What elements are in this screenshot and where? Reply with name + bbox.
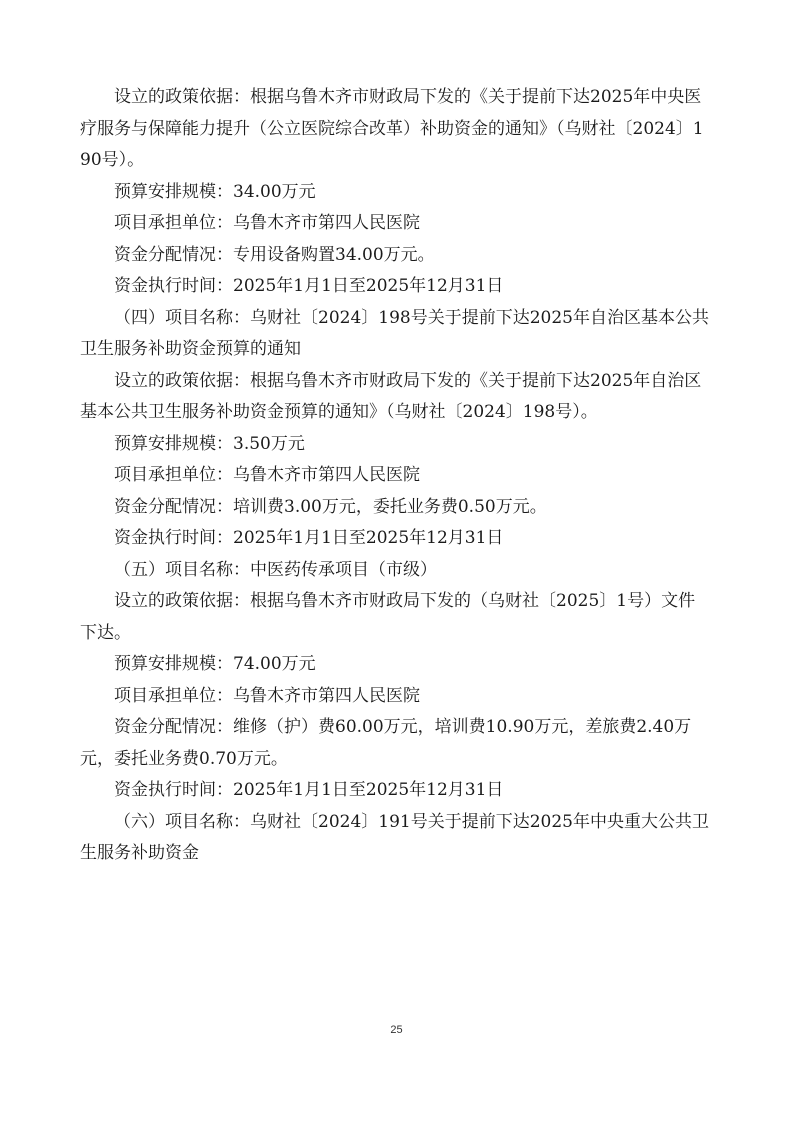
policy-basis-paragraph: 设立的政策依据：根据乌鲁木齐市财政局下发的《关于提前下达2025年自治区基本公共卫生服务补助资金预算的通知》（乌财社〔2024〕198号）。 xyxy=(80,370,702,422)
responsible-unit-line: 项目承担单位：乌鲁木齐市第四人民医院 xyxy=(114,685,420,706)
budget-scale-line: 预算安排规模：3.50万元 xyxy=(114,433,305,454)
budget-scale-line: 预算安排规模：74.00万元 xyxy=(114,654,316,674)
fund-allocation-line: 资金分配情况：培训费3.00万元，委托业务费0.50万元。 xyxy=(114,496,547,517)
responsible-unit-line: 项目承担单位：乌鲁木齐市第四人民医院 xyxy=(114,465,420,485)
execution-period-line: 资金执行时间：2025年1月1日至2025年12月31日 xyxy=(114,276,504,296)
responsible-unit-line: 项目承担单位：乌鲁木齐市第四人民医院 xyxy=(114,213,420,233)
project-heading-5: （五）项目名称：中医药传承项目（市级） xyxy=(114,559,437,580)
project-heading-6: （六）项目名称：乌财社〔2024〕191号关于提前下达2025年中央重大公共卫生服务补助资金 xyxy=(80,811,709,863)
project-heading-4: （四）项目名称：乌财社〔2024〕198号关于提前下达2025年自治区基本公共卫生服务补助资金预算的通知 xyxy=(80,307,709,359)
execution-period-line: 资金执行时间：2025年1月1日至2025年12月31日 xyxy=(114,528,504,548)
fund-allocation-line: 资金分配情况：维修（护）费60.00万元，培训费10.90万元，差旅费2.40万元，委托业务费0.70万元。 xyxy=(80,717,692,769)
policy-basis-paragraph: 设立的政策依据：根据乌鲁木齐市财政局下发的《关于提前下达2025年中央医疗服务与保障能力提升（公立医院综合改革）补助资金的通知》（乌财社〔2024〕190号）。 xyxy=(80,87,704,170)
budget-scale-line: 预算安排规模：34.00万元 xyxy=(114,181,316,202)
fund-allocation-line: 资金分配情况：专用设备购置34.00万元。 xyxy=(114,244,435,265)
document-body xyxy=(80,82,712,870)
page-number: 25 xyxy=(390,1024,403,1036)
execution-period-line: 资金执行时间：2025年1月1日至2025年12月31日 xyxy=(114,780,504,800)
policy-basis-paragraph: 设立的政策依据：根据乌鲁木齐市财政局下发的（乌财社〔2025〕1号）文件下达。 xyxy=(80,591,696,643)
